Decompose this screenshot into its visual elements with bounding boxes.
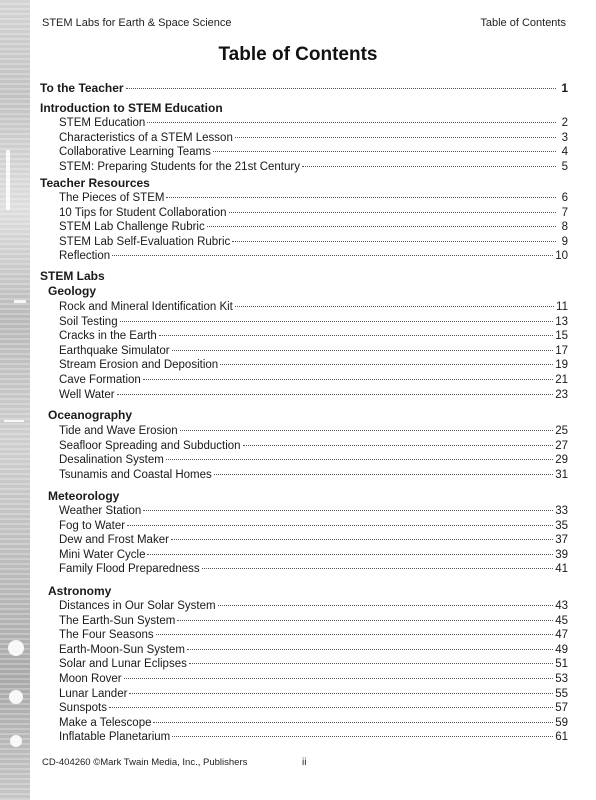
toc-page-number: 45: [555, 614, 568, 627]
dot-leader: [124, 678, 554, 679]
dot-leader: [177, 620, 553, 621]
section-heading: Teacher Resources: [40, 176, 150, 190]
toc-page-number: 35: [555, 519, 568, 532]
toc-page-number: 55: [555, 687, 568, 700]
toc-page-number: 59: [555, 716, 568, 729]
toc-entry-label: STEM Lab Self-Evaluation Rubric: [59, 235, 231, 248]
toc-entry: [59, 628, 568, 642]
dot-leader: [126, 88, 556, 89]
footer-publisher: CD-404260 ©Mark Twain Media, Inc., Publishers: [42, 757, 248, 768]
toc-entry: [59, 599, 568, 613]
toc-entry-label: To the Teacher: [40, 81, 124, 95]
page-title: Table of Contents: [218, 44, 378, 65]
subsection-heading: Meteorology: [48, 489, 120, 503]
section-heading: Introduction to STEM Education: [40, 101, 223, 115]
toc-entry: [59, 439, 568, 453]
toc-entry: [59, 329, 568, 343]
dot-leader: [187, 649, 553, 650]
toc-page-number: 19: [555, 359, 568, 372]
toc-entry: [59, 191, 568, 205]
toc-entry-label: Sunspots: [59, 702, 107, 715]
toc-entry: [59, 672, 568, 686]
toc-entry: [59, 116, 568, 130]
toc-entry-label: Solar and Lunar Eclipses: [59, 658, 187, 671]
toc-entry: [59, 657, 568, 671]
strip-dot: [10, 735, 22, 747]
toc-entry-label: Tsunamis and Coastal Homes: [59, 468, 212, 481]
toc-entry-label: 10 Tips for Student Collaboration: [59, 206, 227, 219]
toc-entry-label: The Four Seasons: [59, 629, 154, 642]
dot-leader: [220, 364, 553, 365]
toc-entry: [59, 160, 568, 174]
toc-entry: [59, 388, 568, 402]
toc-entry: [59, 131, 568, 145]
toc-entry: [59, 504, 568, 518]
dot-leader: [166, 459, 553, 460]
toc-entry-label: Weather Station: [59, 505, 142, 517]
book-title: STEM Labs for Earth & Space Science: [42, 17, 232, 29]
toc-page-number: 9: [561, 235, 568, 248]
toc-entry-label: Cave Formation: [59, 374, 141, 386]
toc-page-number: 61: [555, 731, 568, 744]
dot-leader: [147, 122, 556, 123]
toc-entry-label: Distances in Our Solar System: [59, 600, 216, 612]
dot-leader: [120, 321, 554, 322]
toc-page-number: 17: [555, 344, 568, 357]
toc-entry: [59, 220, 568, 234]
decorative-side-strip: [0, 0, 30, 800]
running-header: [42, 17, 566, 29]
toc-entry-label: Dew and Frost Maker: [59, 534, 169, 547]
toc-entry: [59, 145, 568, 159]
toc-page-number: 10: [555, 250, 568, 263]
toc-entry-label: Reflection: [59, 250, 111, 263]
dot-leader: [302, 166, 556, 167]
toc-page-number: 15: [555, 330, 568, 343]
toc-entry: [59, 701, 568, 715]
toc-entry-label: The Earth-Sun System: [59, 614, 176, 627]
dot-leader: [172, 736, 553, 737]
toc-entry-label: Desalination System: [59, 454, 164, 467]
toc-entry-label: Stream Erosion and Deposition: [59, 359, 219, 372]
toc-entry: [59, 206, 568, 220]
toc-page-number: 13: [555, 315, 568, 328]
dot-leader: [189, 663, 553, 664]
dot-leader: [180, 430, 554, 431]
dot-leader: [207, 226, 556, 227]
toc-entry: [59, 533, 568, 547]
dot-leader: [235, 306, 554, 307]
dot-leader: [232, 241, 556, 242]
strip-mark: [4, 420, 24, 422]
section-title: Table of Contents: [480, 17, 566, 29]
toc-page-number: 41: [555, 563, 568, 576]
toc-entry-label: Seafloor Spreading and Subduction: [59, 439, 241, 452]
toc-entry: [59, 249, 568, 263]
toc-entry-label: Moon Rover: [59, 673, 122, 685]
strip-mark: [6, 150, 10, 210]
toc-entry-label: Inflatable Planetarium: [59, 731, 171, 744]
toc-page-number: 37: [555, 534, 568, 547]
toc-entry-label: Lunar Lander: [59, 687, 128, 700]
toc-page-number: 3: [561, 131, 568, 144]
dot-leader: [147, 554, 553, 555]
dot-leader: [109, 707, 553, 708]
toc-page-number: 25: [555, 425, 568, 437]
toc-entry: [59, 716, 568, 730]
subsection-heading: Oceanography: [48, 408, 133, 422]
footer-page-number: ii: [302, 757, 307, 768]
dot-leader: [229, 212, 557, 213]
toc-entry-label: Collaborative Learning Teams: [59, 146, 211, 159]
toc-page-number: 47: [555, 629, 568, 642]
toc-page-number: 21: [555, 374, 568, 386]
toc-entry: [59, 730, 568, 744]
toc-entry: [59, 468, 568, 482]
dot-leader: [213, 151, 556, 152]
toc-entry: [59, 519, 568, 533]
dot-leader: [127, 525, 553, 526]
toc-page-number: 23: [555, 388, 568, 401]
toc-entry-label: Earth-Moon-Sun System: [59, 643, 185, 656]
toc-page-number: 2: [561, 117, 568, 129]
toc-entry: [59, 344, 568, 358]
toc-page-number: 1: [561, 81, 568, 95]
toc-entry-label: Fog to Water: [59, 519, 126, 532]
toc-entry: [59, 373, 568, 387]
toc-page-number: 29: [555, 454, 568, 467]
toc-entry: [59, 562, 568, 576]
toc-page-number: 49: [555, 643, 568, 656]
strip-mark: [14, 300, 26, 303]
toc-entry-label: Rock and Mineral Identification Kit: [59, 301, 233, 313]
dot-leader: [172, 350, 554, 351]
toc-entry: [59, 300, 568, 314]
toc-page-number: 11: [556, 301, 568, 313]
toc-entry-label: Characteristics of a STEM Lesson: [59, 131, 233, 144]
toc-entry-label: Soil Testing: [59, 315, 118, 328]
toc-entry: [59, 687, 568, 701]
dot-leader: [156, 634, 554, 635]
dot-leader: [129, 693, 553, 694]
toc-page-number: 8: [561, 221, 568, 234]
dot-leader: [166, 197, 556, 198]
toc-entry: [59, 548, 568, 562]
toc-entry-label: STEM: Preparing Students for the 21st Century: [59, 160, 300, 173]
dot-leader: [214, 474, 553, 475]
toc-entry: [59, 614, 568, 628]
toc-entry: [40, 81, 568, 95]
toc-entry-label: Make a Telescope: [59, 716, 152, 729]
toc-entry-label: Cracks in the Earth: [59, 330, 157, 343]
toc-page-number: 33: [555, 505, 568, 517]
subsection-heading: Astronomy: [48, 584, 112, 598]
toc-page-number: 5: [561, 160, 568, 173]
dot-leader: [218, 605, 554, 606]
strip-dot: [9, 690, 23, 704]
dot-leader: [202, 568, 554, 569]
strip-dot: [8, 640, 24, 656]
toc-entry-label: Well Water: [59, 388, 115, 401]
toc-entry-label: Earthquake Simulator: [59, 344, 170, 357]
toc-page-number: 31: [555, 468, 568, 481]
dot-leader: [112, 255, 553, 256]
toc-entry: [59, 643, 568, 657]
toc-entry-label: Tide and Wave Erosion: [59, 425, 178, 437]
toc-entry: [59, 424, 568, 438]
dot-leader: [117, 394, 554, 395]
toc-entry: [59, 453, 568, 467]
toc-page-number: 7: [561, 206, 568, 219]
toc-entry-label: Family Flood Preparedness: [59, 563, 200, 576]
toc-page-number: 43: [555, 600, 568, 612]
toc-page-number: 53: [555, 673, 568, 685]
toc-entry-label: The Pieces of STEM: [59, 192, 165, 204]
dot-leader: [171, 539, 553, 540]
toc-page-number: 27: [555, 439, 568, 452]
dot-leader: [235, 137, 556, 138]
dot-leader: [143, 379, 553, 380]
toc-entry: [59, 358, 568, 372]
subsection-heading: Geology: [48, 284, 97, 298]
toc-page-number: 39: [555, 548, 568, 561]
toc-entry-label: STEM Education: [59, 117, 146, 129]
toc-page-number: 6: [561, 192, 568, 204]
toc-entry-label: STEM Lab Challenge Rubric: [59, 221, 205, 234]
dot-leader: [159, 335, 553, 336]
toc-entry: [59, 315, 568, 329]
toc-entry-label: Mini Water Cycle: [59, 548, 146, 561]
dot-leader: [243, 445, 554, 446]
toc-page-number: 51: [555, 658, 568, 671]
dot-leader: [143, 510, 553, 511]
dot-leader: [153, 722, 553, 723]
toc-page-number: 4: [561, 146, 568, 159]
toc-page-number: 57: [555, 702, 568, 715]
toc-entry: [59, 235, 568, 249]
section-heading: STEM Labs: [40, 269, 105, 283]
